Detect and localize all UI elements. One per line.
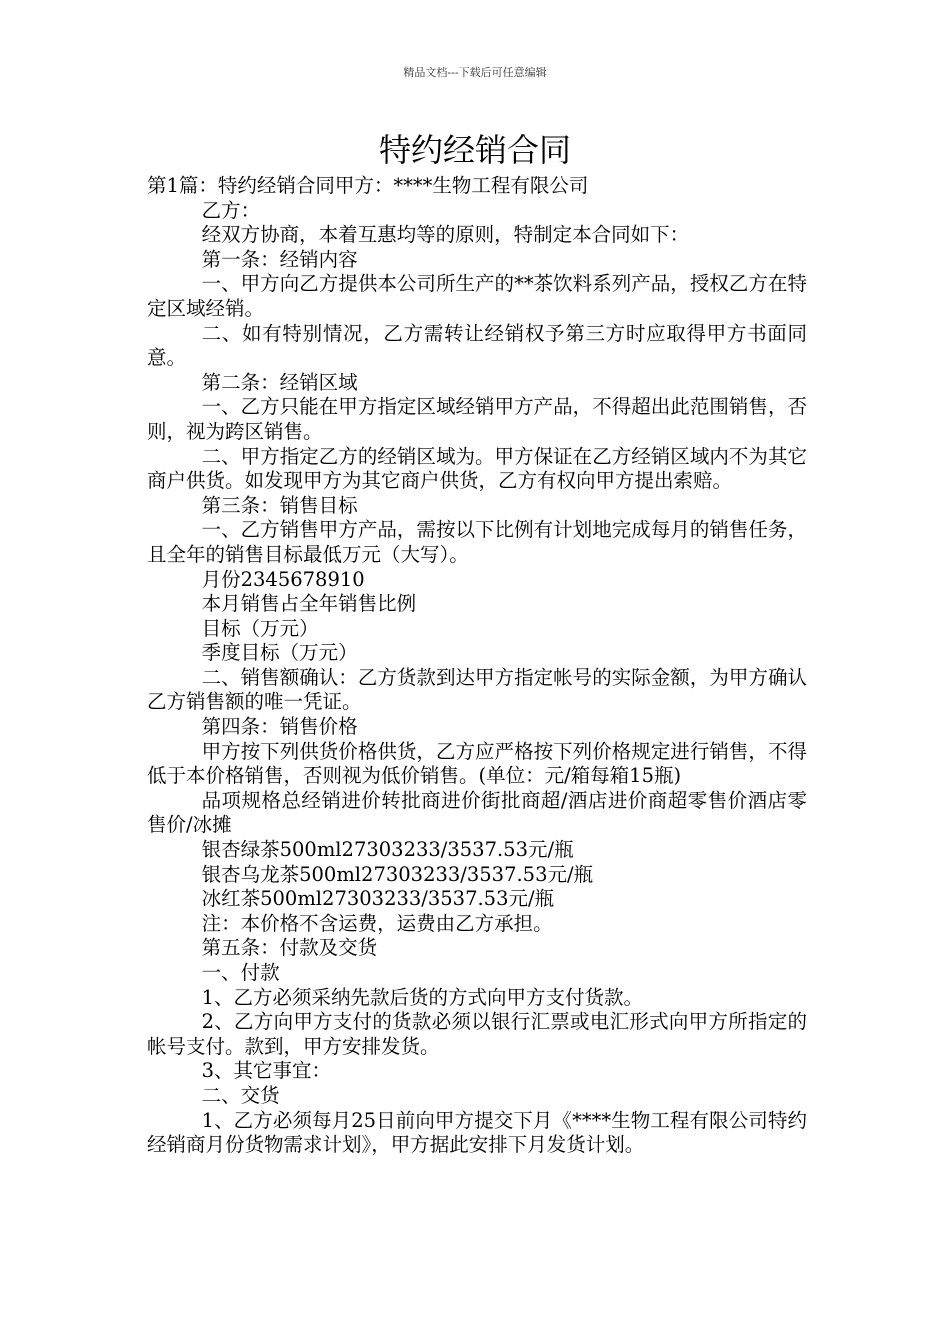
paragraph: 季度目标（万元） — [201, 641, 358, 665]
document-title: 特约经销合同 — [378, 131, 571, 169]
paragraph: 银杏乌龙茶500ml27303233/3537.53元/瓶 — [201, 862, 594, 886]
paragraph: 银杏绿茶500ml27303233/3537.53元/瓶 — [201, 838, 574, 862]
paragraph: 一、乙方只能在甲方指定区域经销甲方产品，不得超出此范围销售，否则，视为跨区销售。 — [147, 395, 807, 443]
section-heading: 第一条：经销内容 — [201, 247, 358, 271]
paragraph: 第1篇：特约经销合同甲方：****生物工程有限公司 — [147, 174, 589, 197]
paragraph: 2、乙方向甲方支付的货款必须以银行汇票或电汇形式向甲方所指定的帐号支付。款到，甲方安排发货。 — [147, 1010, 807, 1058]
paragraph: 二、如有特别情况，乙方需转让经销权予第三方时应取得甲方书面同意。 — [147, 321, 807, 370]
paragraph: 二、甲方指定乙方的经销区域为。甲方保证在乙方经销区域内不为其它商户供货。如发现甲方为其它商户供货，乙方有权向甲方提出索赔。 — [147, 444, 807, 493]
paragraph: 甲方按下列供货价格供货，乙方应严格按下列价格规定进行销售，不得低于本价格销售，否则视为低价销售。(单位：元/箱每箱15瓶) — [147, 739, 807, 788]
section-heading: 第三条：销售目标 — [201, 493, 358, 517]
page-header: 精品文档---下载后可任意编辑 — [403, 66, 547, 79]
paragraph: 1、乙方必须采纳先款后货的方式向甲方支付货款。 — [201, 985, 644, 1009]
section-heading: 第二条：经销区域 — [201, 370, 358, 394]
paragraph: 乙方： — [201, 198, 261, 222]
paragraph: 经双方协商，本着互惠均等的原则，特制定本合同如下： — [201, 223, 690, 247]
paragraph: 一、甲方向乙方提供本公司所生产的**茶饮料系列产品，授权乙方在特定区域经销。 — [147, 272, 807, 320]
paragraph: 一、付款 — [201, 961, 280, 984]
paragraph: 3、其它事宜： — [201, 1059, 332, 1083]
paragraph: 1、乙方必须每月25日前向甲方提交下月《****生物工程有限公司特约经销商月份货物需求计划》，甲方据此安排下月发货计划。 — [147, 1108, 807, 1157]
paragraph: 冰红茶500ml27303233/3537.53元/瓶 — [201, 887, 555, 911]
section-heading: 第四条：销售价格 — [201, 715, 358, 739]
paragraph: 月份2345678910 — [201, 567, 365, 591]
paragraph: 本月销售占全年销售比例 — [201, 592, 417, 616]
paragraph: 品项规格总经销进价转批商进价街批商超/酒店进价商超零售价酒店零售价/冰摊 — [147, 788, 807, 837]
document-body — [147, 174, 807, 1158]
paragraph: 二、销售额确认：乙方货款到达甲方指定帐号的实际金额，为甲方确认乙方销售额的唯一凭证。 — [147, 665, 807, 714]
section-heading: 第五条：付款及交货 — [201, 936, 378, 960]
paragraph: 注：本价格不含运费，运费由乙方承担。 — [201, 911, 553, 935]
paragraph: 二、交货 — [201, 1083, 280, 1107]
paragraph: 目标（万元） — [201, 616, 319, 640]
paragraph: 一、乙方销售甲方产品，需按以下比例有计划地完成每月的销售任务，且全年的销售目标最低万元（大写）。 — [147, 518, 807, 566]
